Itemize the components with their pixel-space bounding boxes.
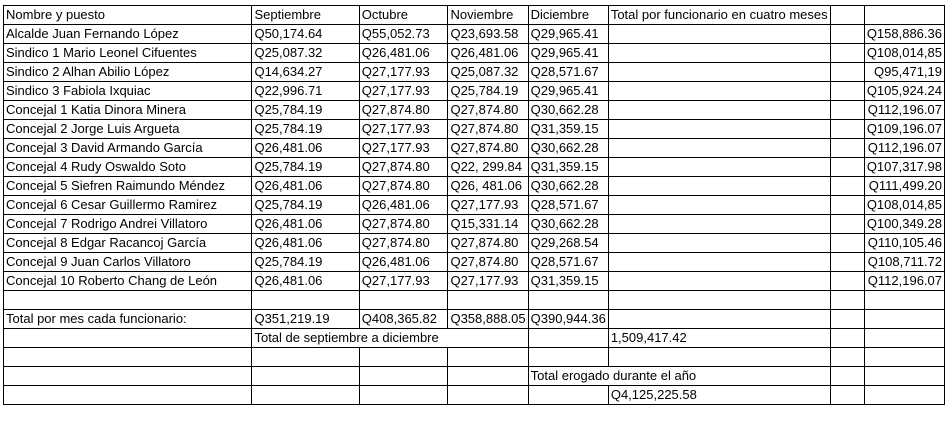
- official-total-cell[interactable]: Q112,196.07: [864, 139, 944, 158]
- september-cell[interactable]: Q26,481.06: [252, 139, 359, 158]
- table-row: [4, 44, 945, 63]
- empty-cell[interactable]: [359, 367, 448, 386]
- official-total-cell[interactable]: Q108,711.72: [864, 253, 944, 272]
- empty-cell[interactable]: [864, 348, 944, 367]
- empty-row: [4, 291, 945, 310]
- empty-cell[interactable]: [608, 310, 830, 329]
- header-name[interactable]: Nombre y puesto: [4, 6, 252, 25]
- empty-cell[interactable]: [864, 291, 944, 310]
- october-cell[interactable]: Q27,177.93: [359, 120, 448, 139]
- empty-cell[interactable]: [830, 196, 864, 215]
- november-cell[interactable]: Q27,874.80: [448, 101, 528, 120]
- november-cell[interactable]: Q15,331.14: [448, 215, 528, 234]
- empty-cell[interactable]: [830, 234, 864, 253]
- empty-cell[interactable]: [830, 139, 864, 158]
- december-cell[interactable]: Q30,662.28: [528, 139, 608, 158]
- header-total-text: Total por funcionario en cuatro meses: [610, 7, 828, 22]
- official-name-cell[interactable]: Alcalde Juan Fernando López: [4, 25, 252, 44]
- empty-cell[interactable]: [830, 215, 864, 234]
- empty-cell[interactable]: [830, 386, 864, 405]
- october-cell[interactable]: Q26,481.06: [359, 196, 448, 215]
- official-total-cell[interactable]: Q109,196.07: [864, 120, 944, 139]
- official-name-cell[interactable]: Concejal 8 Edgar Racancoj García: [4, 234, 252, 253]
- empty-cell[interactable]: [830, 82, 864, 101]
- september-cell[interactable]: Q26,481.06: [252, 234, 359, 253]
- empty-cell[interactable]: [864, 329, 944, 348]
- spreadsheet-table: [3, 5, 945, 405]
- table-row: [4, 196, 945, 215]
- table-row: [4, 215, 945, 234]
- table-row: [4, 139, 945, 158]
- october-cell[interactable]: Q27,874.80: [359, 101, 448, 120]
- empty-cell[interactable]: [448, 348, 528, 367]
- december-cell[interactable]: Q31,359.15: [528, 272, 608, 291]
- table-row: [4, 82, 945, 101]
- official-total-cell[interactable]: Q108,014,85: [864, 44, 944, 63]
- empty-cell[interactable]: [252, 386, 359, 405]
- october-cell[interactable]: Q27,177.93: [359, 139, 448, 158]
- official-total-cell[interactable]: Q110,105.46: [864, 234, 944, 253]
- september-cell[interactable]: Q50,174.64: [252, 25, 359, 44]
- empty-cell[interactable]: [830, 63, 864, 82]
- empty-cell[interactable]: [608, 253, 830, 272]
- december-cell[interactable]: Q31,359.15: [528, 158, 608, 177]
- empty-cell[interactable]: [528, 348, 608, 367]
- empty-cell[interactable]: [252, 291, 359, 310]
- empty-cell[interactable]: [830, 101, 864, 120]
- empty-cell[interactable]: [830, 6, 864, 25]
- table-row: [4, 234, 945, 253]
- september-cell[interactable]: Q26,481.06: [252, 177, 359, 196]
- period-total-value[interactable]: 1,509,417.42: [608, 329, 830, 348]
- empty-cell[interactable]: [830, 272, 864, 291]
- table-row: [4, 25, 945, 44]
- october-cell[interactable]: Q27,874.80: [359, 158, 448, 177]
- period-total-label[interactable]: Total de septiembre a diciembre: [252, 329, 528, 348]
- november-cell[interactable]: Q25,784.19: [448, 82, 528, 101]
- empty-cell[interactable]: [608, 44, 830, 63]
- empty-cell[interactable]: [830, 120, 864, 139]
- empty-cell[interactable]: [608, 120, 830, 139]
- empty-cell[interactable]: [4, 348, 252, 367]
- header-november[interactable]: Noviembre: [448, 6, 528, 25]
- empty-cell[interactable]: [252, 348, 359, 367]
- empty-cell[interactable]: [608, 158, 830, 177]
- empty-cell[interactable]: [608, 215, 830, 234]
- table-row: [4, 177, 945, 196]
- official-total-cell[interactable]: Q112,196.07: [864, 101, 944, 120]
- september-cell[interactable]: Q25,784.19: [252, 120, 359, 139]
- empty-cell[interactable]: [830, 348, 864, 367]
- december-cell[interactable]: Q28,571.67: [528, 63, 608, 82]
- year-total-label-row: [4, 367, 945, 386]
- monthly-total-september[interactable]: Q351,219.19: [252, 310, 359, 329]
- september-cell[interactable]: Q25,784.19: [252, 101, 359, 120]
- official-total-cell[interactable]: Q107,317.98: [864, 158, 944, 177]
- header-september[interactable]: Septiembre: [252, 6, 359, 25]
- empty-cell[interactable]: [864, 310, 944, 329]
- empty-cell[interactable]: [830, 158, 864, 177]
- september-cell[interactable]: Q22,996.71: [252, 82, 359, 101]
- official-total-cell[interactable]: Q112,196.07: [864, 272, 944, 291]
- december-cell[interactable]: Q28,571.67: [528, 253, 608, 272]
- header-december[interactable]: Diciembre: [528, 6, 608, 25]
- empty-cell[interactable]: [830, 253, 864, 272]
- header-row: [4, 6, 945, 25]
- official-name-cell[interactable]: Concejal 6 Cesar Guillermo Ramirez: [4, 196, 252, 215]
- empty-cell[interactable]: [359, 348, 448, 367]
- official-name-cell[interactable]: Sindico 1 Mario Leonel Cifuentes: [4, 44, 252, 63]
- empty-cell[interactable]: [608, 348, 830, 367]
- empty-cell[interactable]: [864, 6, 944, 25]
- october-cell[interactable]: Q27,177.93: [359, 82, 448, 101]
- empty-cell[interactable]: [448, 367, 528, 386]
- year-total-value[interactable]: Q4,125,225.58: [608, 386, 830, 405]
- empty-cell[interactable]: [4, 329, 252, 348]
- december-cell[interactable]: Q30,662.28: [528, 215, 608, 234]
- november-cell[interactable]: Q26, 481.06: [448, 177, 528, 196]
- empty-cell[interactable]: [252, 367, 359, 386]
- september-cell[interactable]: Q26,481.06: [252, 272, 359, 291]
- empty-cell[interactable]: [864, 386, 944, 405]
- official-name-cell[interactable]: Concejal 7 Rodrigo Andrei Villatoro: [4, 215, 252, 234]
- november-cell[interactable]: Q27,874.80: [448, 234, 528, 253]
- november-cell[interactable]: Q25,087.32: [448, 63, 528, 82]
- official-name-cell[interactable]: Concejal 2 Jorge Luis Argueta: [4, 120, 252, 139]
- empty-cell[interactable]: [608, 234, 830, 253]
- empty-cell[interactable]: [448, 291, 528, 310]
- official-total-cell[interactable]: Q158,886.36: [864, 25, 944, 44]
- official-total-cell[interactable]: Q108,014,85: [864, 196, 944, 215]
- empty-cell[interactable]: [4, 386, 252, 405]
- december-cell[interactable]: Q28,571.67: [528, 196, 608, 215]
- october-cell[interactable]: Q27,874.80: [359, 215, 448, 234]
- empty-cell[interactable]: [608, 196, 830, 215]
- monthly-total-october[interactable]: Q408,365.82: [359, 310, 448, 329]
- period-total-row: [4, 329, 945, 348]
- official-total-cell[interactable]: Q111,499.20: [864, 177, 944, 196]
- table-row: [4, 63, 945, 82]
- september-cell[interactable]: Q25,784.19: [252, 196, 359, 215]
- december-cell[interactable]: Q30,662.28: [528, 101, 608, 120]
- empty-cell[interactable]: [608, 291, 830, 310]
- header-total[interactable]: [608, 6, 830, 25]
- october-cell[interactable]: Q26,481.06: [359, 253, 448, 272]
- official-name-cell[interactable]: Concejal 10 Roberto Chang de León: [4, 272, 252, 291]
- empty-cell[interactable]: [830, 44, 864, 63]
- table-row: [4, 120, 945, 139]
- november-cell[interactable]: Q22, 299.84: [448, 158, 528, 177]
- empty-cell[interactable]: [864, 367, 944, 386]
- october-cell[interactable]: Q27,177.93: [359, 272, 448, 291]
- november-cell[interactable]: Q23,693.58: [448, 25, 528, 44]
- table-row: [4, 253, 945, 272]
- october-cell[interactable]: Q27,177.93: [359, 63, 448, 82]
- september-cell[interactable]: Q25,087.32: [252, 44, 359, 63]
- empty-cell[interactable]: [608, 272, 830, 291]
- official-total-cell[interactable]: Q100,349.28: [864, 215, 944, 234]
- empty-cell[interactable]: [830, 310, 864, 329]
- official-name-cell[interactable]: Sindico 3 Fabiola Ixquiac: [4, 82, 252, 101]
- empty-cell[interactable]: [830, 25, 864, 44]
- empty-cell[interactable]: [448, 386, 528, 405]
- table-row: [4, 101, 945, 120]
- empty-row: [4, 348, 945, 367]
- empty-cell[interactable]: [830, 177, 864, 196]
- november-cell[interactable]: Q26,481.06: [448, 44, 528, 63]
- empty-cell[interactable]: [608, 177, 830, 196]
- empty-cell[interactable]: [528, 291, 608, 310]
- official-name-cell[interactable]: Concejal 5 Siefren Raimundo Méndez: [4, 177, 252, 196]
- october-cell[interactable]: Q26,481.06: [359, 44, 448, 63]
- empty-cell[interactable]: [608, 139, 830, 158]
- empty-cell[interactable]: [830, 329, 864, 348]
- october-cell[interactable]: Q55,052.73: [359, 25, 448, 44]
- table-row: [4, 272, 945, 291]
- year-total-label[interactable]: Total erogado durante el año: [528, 367, 830, 386]
- september-cell[interactable]: Q14,634.27: [252, 63, 359, 82]
- official-name-cell[interactable]: Concejal 1 Katia Dinora Minera: [4, 101, 252, 120]
- year-total-value-row: [4, 386, 945, 405]
- september-cell[interactable]: Q25,784.19: [252, 253, 359, 272]
- december-cell[interactable]: Q29,965.41: [528, 44, 608, 63]
- empty-cell[interactable]: [528, 329, 608, 348]
- header-october[interactable]: Octubre: [359, 6, 448, 25]
- official-total-cell[interactable]: Q105,924.24: [864, 82, 944, 101]
- december-cell[interactable]: Q29,965.41: [528, 25, 608, 44]
- december-cell[interactable]: Q29,268.54: [528, 234, 608, 253]
- november-cell[interactable]: Q27,177.93: [448, 272, 528, 291]
- september-cell[interactable]: Q26,481.06: [252, 215, 359, 234]
- monthly-totals-row: [4, 310, 945, 329]
- monthly-total-november[interactable]: Q358,888.05: [448, 310, 528, 329]
- empty-cell[interactable]: [608, 101, 830, 120]
- december-cell[interactable]: Q31,359.15: [528, 120, 608, 139]
- december-cell[interactable]: Q29,965.41: [528, 82, 608, 101]
- official-name-cell[interactable]: Concejal 4 Rudy Oswaldo Soto: [4, 158, 252, 177]
- empty-cell[interactable]: [528, 386, 608, 405]
- october-cell[interactable]: Q27,874.80: [359, 177, 448, 196]
- empty-cell[interactable]: [830, 291, 864, 310]
- official-name-cell[interactable]: Sindico 2 Alhan Abilio López: [4, 63, 252, 82]
- empty-cell[interactable]: [608, 25, 830, 44]
- monthly-totals-label[interactable]: Total por mes cada funcionario:: [4, 310, 252, 329]
- november-cell[interactable]: Q27,874.80: [448, 120, 528, 139]
- official-name-cell[interactable]: Concejal 9 Juan Carlos Villatoro: [4, 253, 252, 272]
- official-name-cell[interactable]: Concejal 3 David Armando García: [4, 139, 252, 158]
- december-cell[interactable]: Q30,662.28: [528, 177, 608, 196]
- official-total-cell[interactable]: Q95,471,19: [864, 63, 944, 82]
- november-cell[interactable]: Q27,177.93: [448, 196, 528, 215]
- empty-cell[interactable]: [359, 291, 448, 310]
- october-cell[interactable]: Q27,874.80: [359, 234, 448, 253]
- empty-cell[interactable]: [608, 82, 830, 101]
- empty-cell[interactable]: [608, 63, 830, 82]
- empty-cell[interactable]: [4, 367, 252, 386]
- empty-cell[interactable]: [830, 367, 864, 386]
- november-cell[interactable]: Q27,874.80: [448, 139, 528, 158]
- empty-cell[interactable]: [359, 386, 448, 405]
- table-row: [4, 158, 945, 177]
- november-cell[interactable]: Q27,874.80: [448, 253, 528, 272]
- monthly-total-december[interactable]: Q390,944.36: [528, 310, 608, 329]
- empty-cell[interactable]: [4, 291, 252, 310]
- september-cell[interactable]: Q25,784.19: [252, 158, 359, 177]
